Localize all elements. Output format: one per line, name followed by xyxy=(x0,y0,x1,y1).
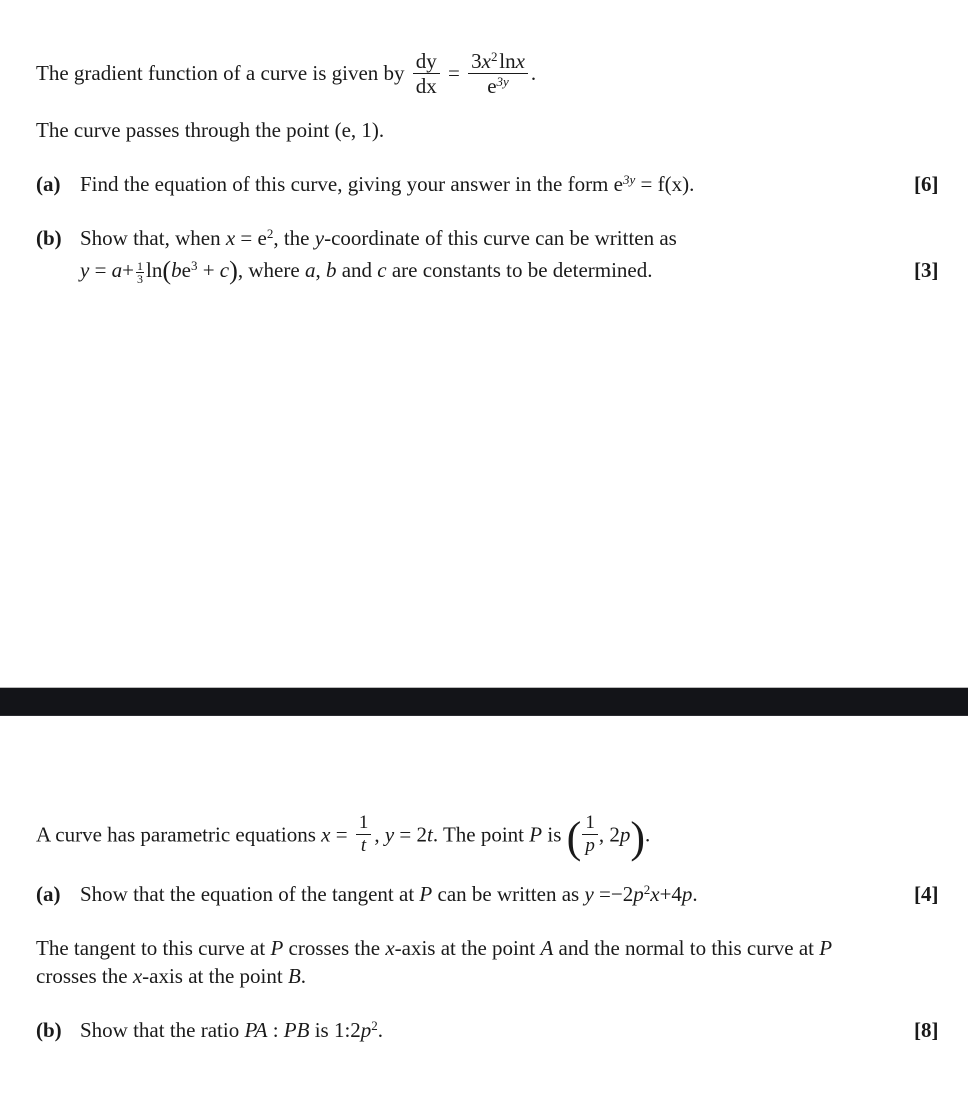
period: . xyxy=(645,822,651,847)
var-PB: PB xyxy=(283,1018,310,1042)
question-2-statement-line1 xyxy=(36,936,832,961)
part-a-exp: 3y xyxy=(622,171,636,187)
question-2-part-a-text xyxy=(80,882,698,907)
text: . The point xyxy=(432,822,530,847)
exp: 2 xyxy=(643,881,651,897)
question-2-part-a-marks: [4] xyxy=(914,882,939,906)
frac-num: 1 xyxy=(137,258,144,273)
text: crosses the xyxy=(36,964,133,988)
var-y: y xyxy=(80,257,90,282)
var-x: x xyxy=(650,882,660,906)
exp: 2 xyxy=(266,225,274,241)
question-2-part-b-label: (b) xyxy=(36,1018,62,1042)
var-x: x xyxy=(321,822,331,847)
close-paren: ) xyxy=(229,256,238,285)
dx-text: dx xyxy=(415,74,437,99)
text: , xyxy=(315,257,326,282)
ln-text: ln xyxy=(499,49,516,73)
plus: + xyxy=(197,257,220,282)
text: can be written as xyxy=(432,882,585,906)
text: and the normal to this curve at xyxy=(553,936,820,960)
open-paren: ( xyxy=(566,813,582,862)
plus: + xyxy=(122,257,135,282)
coef: 3 xyxy=(471,49,482,73)
part-a-body: Find the equation of this curve, giving your answer in the form e xyxy=(80,172,623,196)
var-P: P xyxy=(419,882,433,906)
exp-3y: 3y xyxy=(496,73,509,89)
text: , where xyxy=(237,257,305,282)
one-over-p-fraction xyxy=(582,813,598,856)
part-a-tail: = f(x). xyxy=(635,172,695,196)
ln-text: ln xyxy=(146,257,163,282)
var-p: p xyxy=(360,1018,372,1042)
colon: : xyxy=(267,1018,284,1042)
text: +4 xyxy=(659,882,682,906)
period: . xyxy=(692,882,698,906)
close-paren: ) xyxy=(630,813,645,862)
frac-den: p xyxy=(585,835,595,857)
frac-num: 1 xyxy=(582,813,598,835)
text: = e xyxy=(235,226,267,250)
text: , xyxy=(374,822,385,847)
text: crosses the xyxy=(283,936,386,960)
var-a: a xyxy=(304,257,316,282)
question-1-part-a-label: (a) xyxy=(36,172,61,196)
text: The tangent to this curve at xyxy=(36,936,271,960)
var-PA: PA xyxy=(244,1018,268,1042)
question-2-part-b-marks: [8] xyxy=(914,1018,939,1042)
period: . xyxy=(377,1018,384,1042)
text: =−2 xyxy=(593,882,634,906)
text: = xyxy=(89,257,112,282)
frac-den: 3 xyxy=(137,271,144,286)
var-c: c xyxy=(377,257,387,282)
var-x: x xyxy=(481,49,491,73)
dy-dx-fraction xyxy=(413,50,440,97)
text: = xyxy=(330,822,353,847)
question-1-intro xyxy=(36,50,536,97)
equals-sign: = xyxy=(448,61,460,86)
text: Show that the ratio xyxy=(80,1018,245,1042)
var-P: P xyxy=(819,936,833,960)
gradient-rhs-fraction xyxy=(468,50,528,97)
var-p: p xyxy=(633,882,644,906)
question-2-intro xyxy=(36,812,650,863)
var-x: x xyxy=(132,964,143,988)
question-1-part-b-marks: [3] xyxy=(914,258,939,282)
text: Show that the equation of the tangent at xyxy=(80,882,420,906)
var-P: P xyxy=(529,822,543,847)
var-y: y xyxy=(384,822,395,847)
exp: 3 xyxy=(190,257,198,273)
text: , the xyxy=(273,226,315,250)
one-over-t-fraction xyxy=(356,813,372,856)
exp: 2 xyxy=(371,1017,378,1033)
question-1-part-b-label: (b) xyxy=(36,226,62,250)
var-x: x xyxy=(385,936,395,960)
page-divider-bar xyxy=(0,687,968,716)
text: , 2 xyxy=(598,822,620,847)
exp-2: 2 xyxy=(490,48,498,64)
question-1-part-a-marks: [6] xyxy=(914,172,939,196)
frac-den: t xyxy=(360,835,367,857)
one-third-fraction xyxy=(136,260,144,285)
var-p: p xyxy=(681,882,693,906)
var-y: y xyxy=(314,226,325,250)
open-paren: ( xyxy=(162,256,172,285)
text: = 2 xyxy=(394,822,427,847)
question-1-intro-text: The gradient function of a curve is given by xyxy=(36,61,405,86)
var-b: b xyxy=(171,257,182,282)
text: -axis at the point xyxy=(394,936,541,960)
question-1-part-a-text xyxy=(80,172,694,197)
text: is xyxy=(542,822,567,847)
text: A curve has parametric equations xyxy=(36,822,322,847)
question-1-part-b-line2 xyxy=(80,256,653,286)
e-base: e xyxy=(487,74,497,99)
period: . xyxy=(300,964,307,988)
var-t: t xyxy=(426,822,433,847)
question-2-part-a-label: (a) xyxy=(36,882,61,906)
question-1-point-text: The curve passes through the point (e, 1). xyxy=(36,118,385,142)
var-y: y xyxy=(584,882,594,906)
frac-num: 1 xyxy=(356,813,372,835)
var-x: x xyxy=(225,226,236,250)
text: -coordinate of this curve can be written as xyxy=(324,226,677,250)
question-2-statement-line2 xyxy=(36,964,306,989)
question-1-part-b-line1 xyxy=(80,226,677,251)
question-2-part-b-text xyxy=(80,1018,383,1043)
var-c: c xyxy=(219,257,230,282)
text: is 1:2 xyxy=(309,1018,361,1042)
text: -axis at the point xyxy=(142,964,288,988)
dy-text: dy xyxy=(415,49,437,73)
var-B: B xyxy=(287,964,301,988)
var-A: A xyxy=(540,936,554,960)
var-x-ln: x xyxy=(515,49,525,73)
e-base: e xyxy=(181,257,191,282)
var-p: p xyxy=(619,822,631,847)
text: are constants to be determined. xyxy=(386,257,653,282)
text: Show that, when xyxy=(80,226,226,250)
period: . xyxy=(530,61,537,86)
var-a: a xyxy=(111,257,123,282)
text: and xyxy=(336,257,378,282)
var-P: P xyxy=(270,936,284,960)
var-b: b xyxy=(325,257,337,282)
